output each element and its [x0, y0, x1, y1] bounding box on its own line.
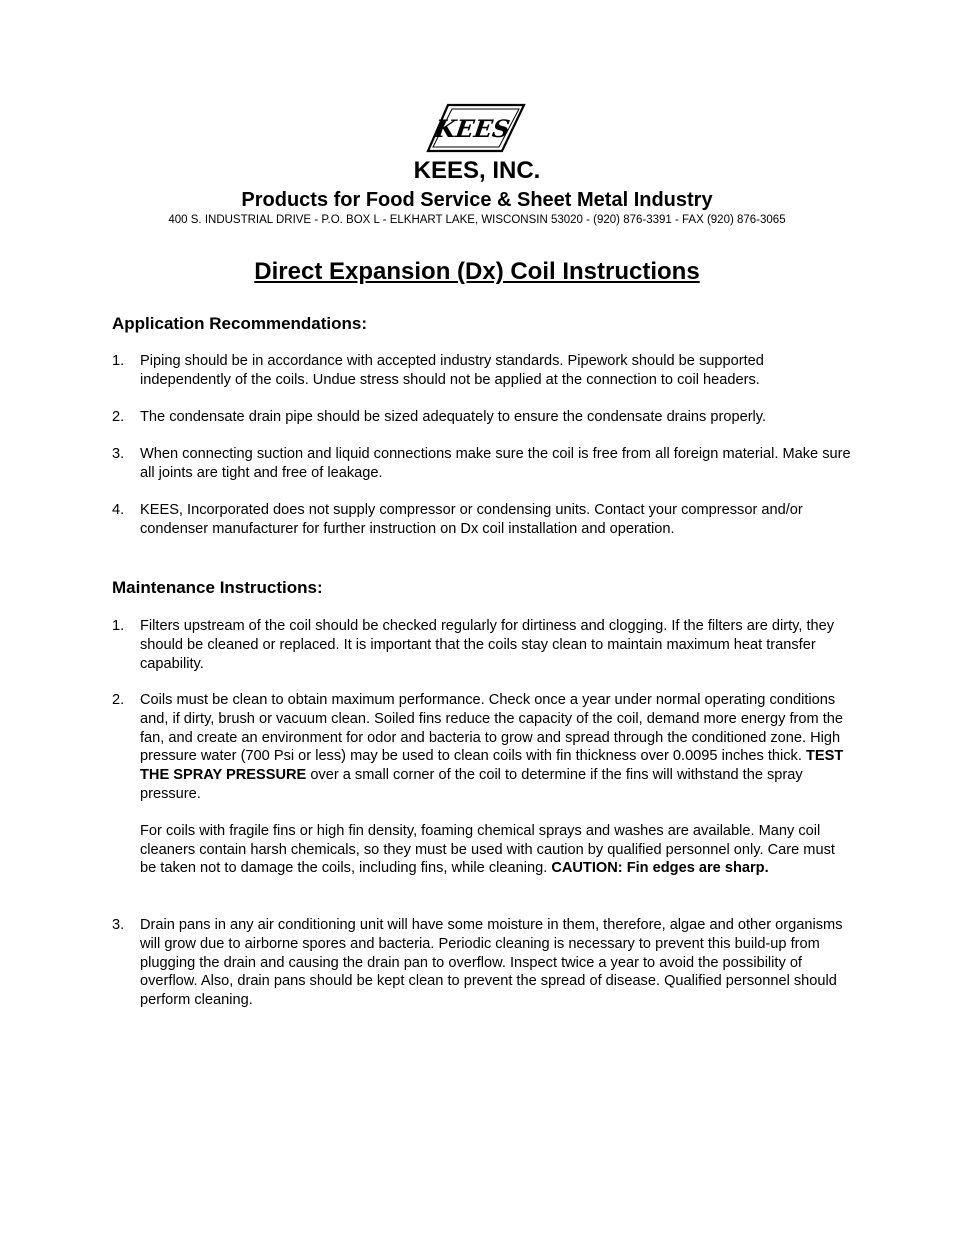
maintenance-item — [112, 617, 852, 673]
item-number: 3. — [112, 917, 125, 933]
spray-pressure-warning: TEST THE SPRAY PRESSURE — [140, 748, 844, 784]
item-number: 2. — [112, 409, 125, 425]
company-tagline: Products for Food Service & Sheet Metal Industry — [241, 189, 713, 211]
item-text: KEES, Incorporated does not supply compressor or condensing units. Contact your compressor and/or condenser manufacturer for further instruction on Dx coil installation and operation. — [140, 502, 803, 537]
item-text: The condensate drain pipe should be sized adequately to ensure the condensate drains properly. — [140, 409, 767, 425]
item-number: 4. — [112, 502, 125, 518]
application-item — [112, 408, 852, 427]
application-item — [112, 501, 852, 539]
maintenance-item — [112, 916, 852, 1010]
item-text: Filters upstream of the coil should be checked regularly for dirtiness and clogging. If the filters are dirty, they should be cleaned or replaced. It is important that the coils stay clean to maintain maximum heat transfer capability. — [140, 618, 835, 672]
kees-logo — [426, 103, 526, 153]
maintenance-heading: Maintenance Instructions: — [112, 578, 323, 597]
item-number: 1. — [112, 353, 125, 369]
item-text: When connecting suction and liquid connections make sure the coil is free from all foreign material. Make sure all joints are tight and free of leakage. — [140, 446, 851, 481]
item-paragraph: For coils with fragile fins or high fin density, foaming chemical sprays and washes are available. Many coil cleaners contain harsh chemicals, so they must be used with caution by qualified personnel only. Care must be taken not to damage the coils, including fins, while cleaning. CAUTION: Fin edges are sharp. — [140, 822, 835, 877]
item-number: 2. — [112, 692, 125, 708]
company-address: 400 S. INDUSTRIAL DRIVE - P.O. BOX L - ELKHART LAKE, WISCONSIN 53020 - (920) 876-3391 - FAX (920) 876-3065 — [168, 214, 786, 226]
application-heading: Application Recommendations: — [112, 314, 368, 333]
fin-caution: CAUTION: Fin edges are sharp. — [551, 860, 769, 877]
item-number: 1. — [112, 618, 125, 634]
svg-text:KEES: KEES — [433, 114, 512, 143]
application-item — [112, 445, 852, 483]
item-text: Coils must be clean to obtain maximum performance. Check once a year under normal operating conditions and, if dirty, brush or vacuum clean. Soiled fins reduce the capacity of the coil, demand more energy from the fan, and create an environment for odor and bacteria to grow and spread through the conditioned zone. High pressure water (700 Psi or less) may be used to clean coils with fin thickness over 0.0095 inches thick. TEST THE SPRAY PRESSURE over a small corner of the coil to determine if the fins will withstand the spray pressure. — [140, 692, 844, 802]
maintenance-item — [112, 691, 852, 878]
item-text: Piping should be in accordance with accepted industry standards. Pipework should be supported independently of the coils. Undue stress should not be applied at the connection to coil headers. — [140, 353, 764, 388]
document-title: Direct Expansion (Dx) Coil Instructions — [254, 258, 700, 285]
item-number: 3. — [112, 446, 125, 462]
company-name: KEES, INC. — [413, 157, 541, 184]
application-item — [112, 352, 852, 390]
item-text: Drain pans in any air conditioning unit will have some moisture in them, therefore, algae and other organisms will grow due to airborne spores and bacteria. Periodic cleaning is necessary to prevent this build-up from plugging the drain and causing the drain pan to overflow. Inspect twice a year to avoid the possibility of overflow. Also, drain pans should be kept clean to prevent the spread of disease. Qualified personnel should perform cleaning. — [140, 917, 843, 1009]
